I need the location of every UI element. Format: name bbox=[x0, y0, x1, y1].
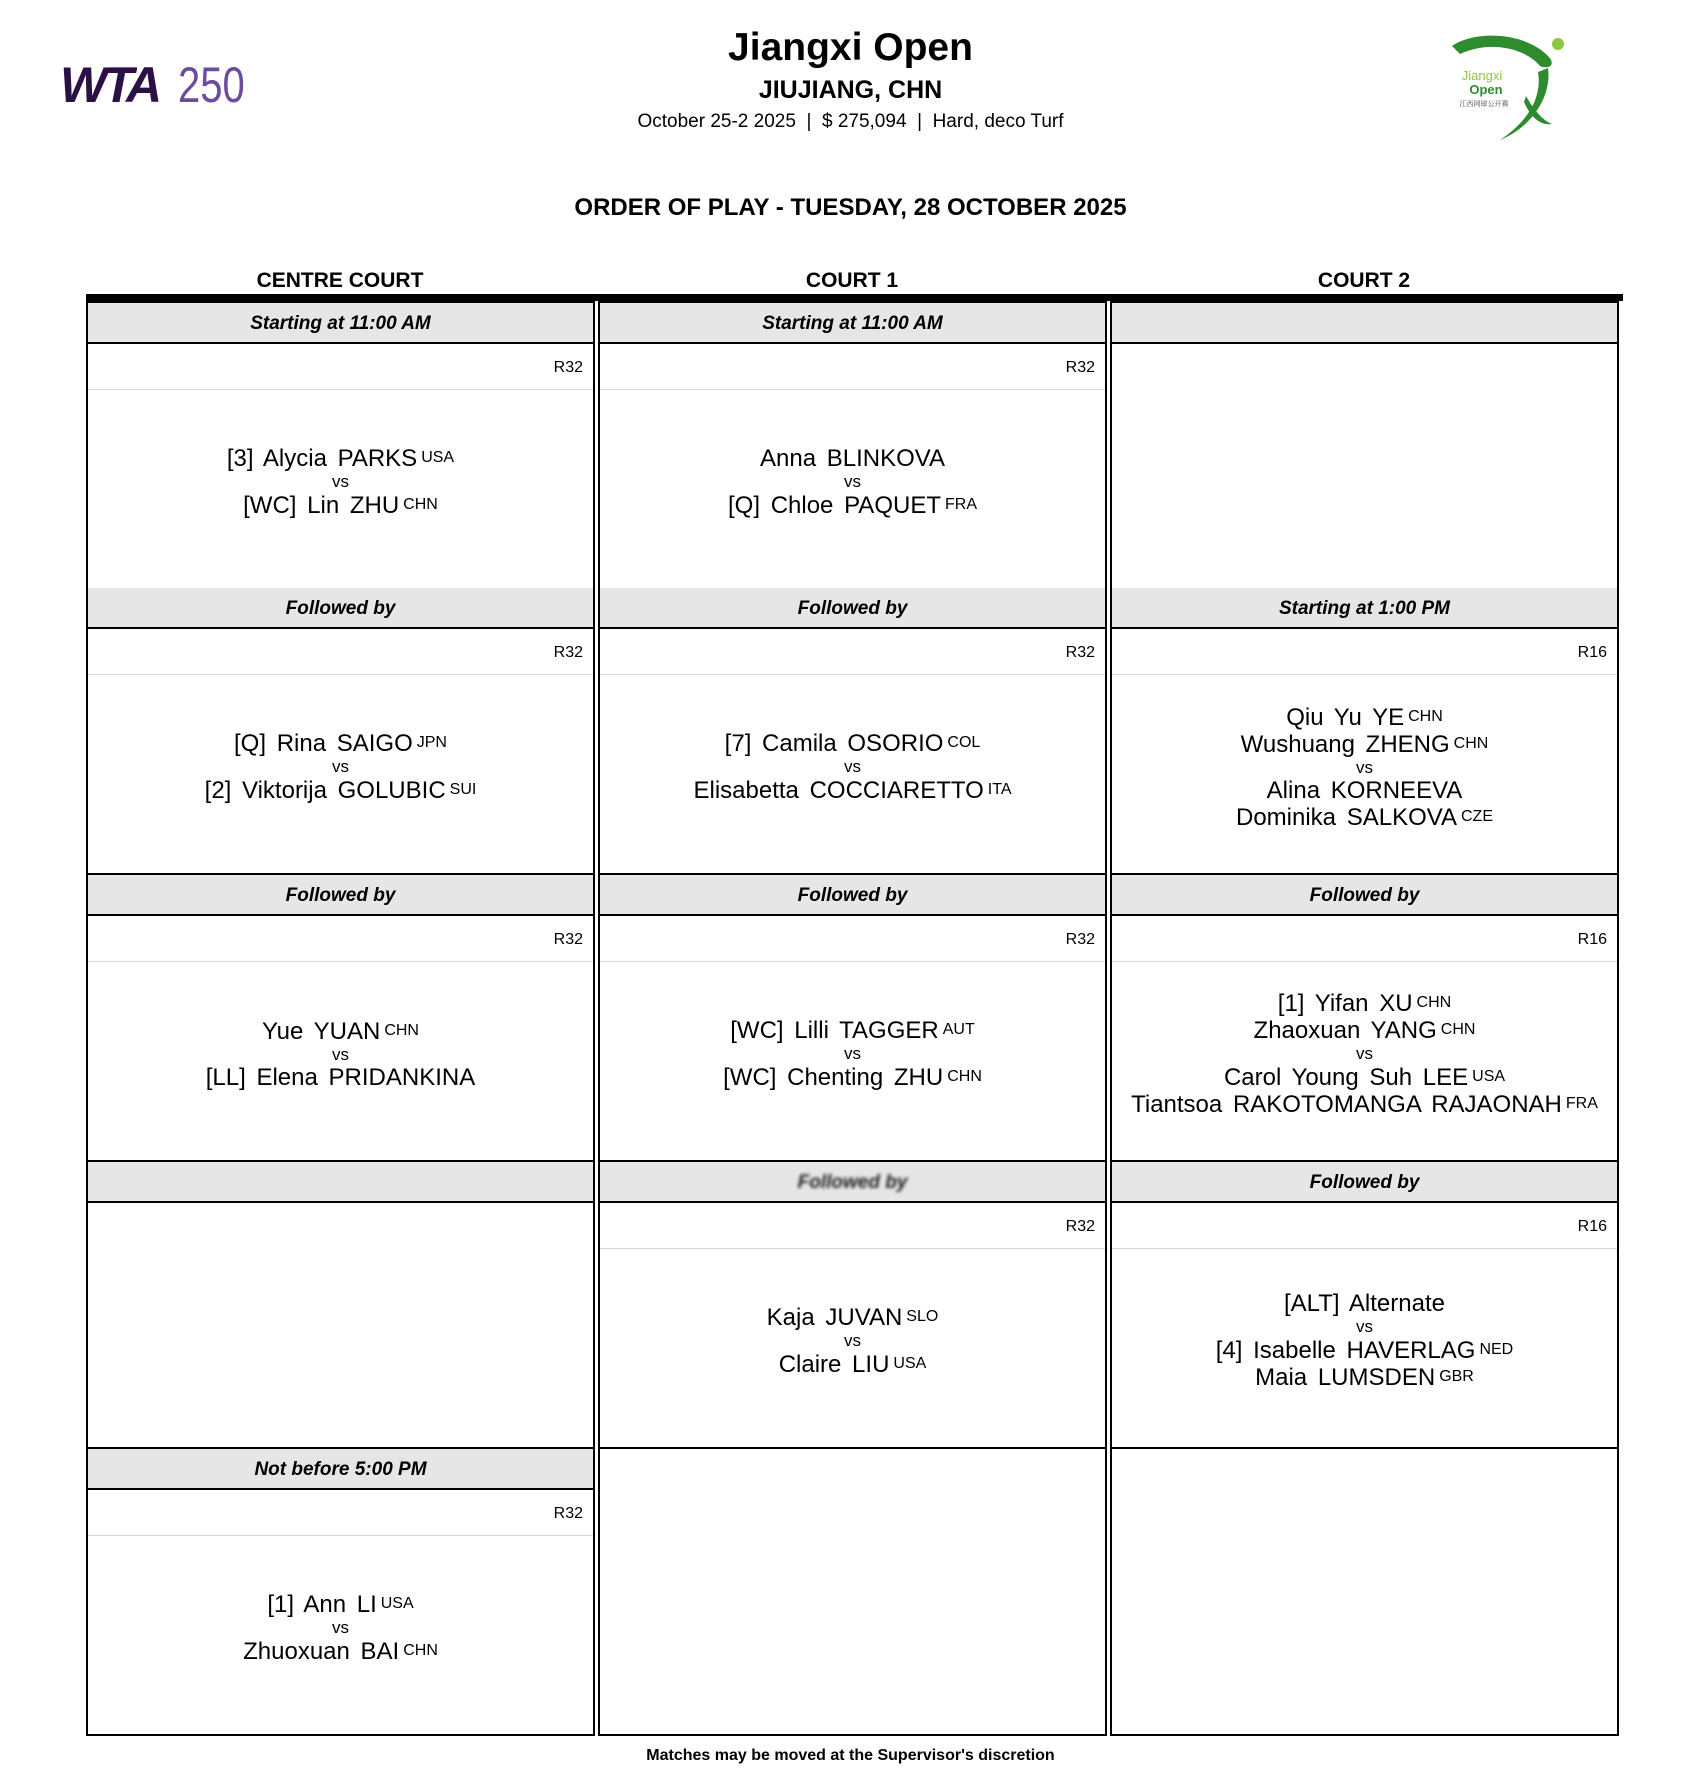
match-pairing bbox=[88, 675, 593, 873]
slot-time-text: Not before 5:00 PM bbox=[254, 1459, 427, 1480]
player-last-name: COCCIARETTO bbox=[809, 777, 984, 804]
slot-time-heading bbox=[88, 303, 593, 344]
versus-label: vs bbox=[1356, 1317, 1373, 1336]
player-nationality: CHN bbox=[403, 1642, 438, 1659]
player-last-name: XU bbox=[1379, 990, 1413, 1017]
tournament-title: Jiangxi Open bbox=[728, 26, 973, 69]
player-last-name: YUAN bbox=[313, 1017, 381, 1045]
player-nationality: CHN bbox=[1440, 1021, 1476, 1038]
court-column-centre bbox=[86, 301, 595, 1734]
player-entry bbox=[1131, 1091, 1598, 1118]
versus-label: vs bbox=[332, 1044, 349, 1064]
player-entry bbox=[693, 777, 1011, 804]
player-entry bbox=[206, 1065, 475, 1091]
player-last-name: JUVAN bbox=[825, 1304, 903, 1331]
player-first-name: Elena bbox=[256, 1063, 318, 1091]
player-nationality: SLO bbox=[906, 1308, 939, 1325]
player-nationality: USA bbox=[380, 1595, 414, 1612]
court-name-court-2: COURT 2 bbox=[1317, 269, 1411, 292]
versus-label: vs bbox=[844, 757, 861, 776]
player-nationality: CHN bbox=[1408, 707, 1443, 725]
slot-time-text: Starting at 11:00 AM bbox=[250, 313, 431, 334]
tournament-meta: October 25-2 2025 | $ 275,094 | Hard, deco Turf bbox=[637, 111, 1064, 132]
player-nationality: FRA bbox=[944, 495, 977, 513]
player-nationality: CHN bbox=[1453, 734, 1489, 752]
player-entry bbox=[1236, 804, 1493, 831]
match-pairing bbox=[600, 675, 1105, 873]
player-entry bbox=[1286, 704, 1443, 731]
slot-time-heading bbox=[1112, 303, 1617, 344]
player-entry bbox=[1284, 1291, 1445, 1317]
logo-word-jiangxi: Jiangxi bbox=[1461, 68, 1503, 83]
round-label: R32 bbox=[600, 344, 1105, 390]
slot-time-text: Followed by bbox=[285, 885, 396, 906]
player-first-name: Ann bbox=[303, 1591, 347, 1618]
match-slot bbox=[598, 588, 1107, 875]
match-slot bbox=[86, 301, 595, 590]
player-last-name: BLINKOVA bbox=[826, 444, 945, 472]
logo-word-open: Open bbox=[1469, 82, 1503, 97]
player-nationality: ITA bbox=[987, 781, 1012, 798]
player-entry bbox=[779, 1351, 927, 1378]
player-seed: [2] bbox=[204, 777, 232, 804]
slot-time-heading bbox=[600, 1162, 1105, 1203]
player-first-name: Carol Young Suh bbox=[1223, 1064, 1413, 1091]
player-entry bbox=[1254, 1017, 1476, 1044]
match-pairing bbox=[600, 962, 1105, 1160]
player-entry bbox=[1267, 778, 1463, 804]
slot-time-heading bbox=[88, 875, 593, 916]
player-entry bbox=[205, 777, 477, 804]
player-first-name: Zhaoxuan bbox=[1253, 1017, 1361, 1044]
match-slot bbox=[598, 875, 1107, 1162]
slot-time-heading bbox=[1112, 1162, 1617, 1203]
player-first-name: Anna bbox=[760, 444, 817, 472]
round-label: R32 bbox=[88, 629, 593, 675]
tournament-surface: Hard, deco Turf bbox=[932, 111, 1064, 132]
player-last-name: GOLUBIC bbox=[337, 777, 446, 804]
player-seed: [WC] bbox=[730, 1017, 784, 1044]
versus-label: vs bbox=[1356, 757, 1373, 777]
header-divider bbox=[86, 294, 1623, 301]
court-column-court-2 bbox=[1110, 301, 1619, 1734]
round-label: R32 bbox=[600, 916, 1105, 962]
match-slot bbox=[1110, 1162, 1619, 1449]
player-last-name: YE bbox=[1372, 703, 1405, 731]
match-pairing bbox=[600, 390, 1105, 588]
court-column-court-1 bbox=[598, 301, 1107, 1734]
player-nationality: CHN bbox=[384, 1021, 419, 1039]
match-pairing bbox=[88, 390, 593, 588]
player-first-name: Alycia bbox=[262, 445, 327, 472]
versus-label: vs bbox=[332, 472, 349, 491]
player-first-name: Qiu Yu bbox=[1286, 703, 1362, 731]
player-entry bbox=[767, 1304, 939, 1331]
player-last-name: TAGGER bbox=[839, 1017, 939, 1044]
match-slot bbox=[1110, 588, 1619, 875]
player-first-name: Yue bbox=[262, 1017, 304, 1045]
slot-time-text: Followed by bbox=[285, 598, 396, 619]
player-nationality: USA bbox=[1472, 1068, 1506, 1085]
slot-time-text: Followed by bbox=[797, 885, 908, 906]
match-slot bbox=[598, 1162, 1107, 1449]
player-entry bbox=[728, 492, 977, 519]
player-first-name: Dominika bbox=[1236, 803, 1337, 831]
player-seed: [4] bbox=[1215, 1337, 1243, 1364]
player-last-name: SALKOVA bbox=[1346, 803, 1457, 831]
player-first-name: Isabelle bbox=[1253, 1337, 1336, 1364]
player-seed: [WC] bbox=[243, 492, 297, 519]
player-last-name: PRIDANKINA bbox=[328, 1063, 476, 1091]
player-seed: [WC] bbox=[723, 1064, 777, 1091]
player-first-name: Chenting bbox=[787, 1064, 884, 1091]
player-first-name: Tiantsoa bbox=[1131, 1091, 1223, 1118]
player-entry bbox=[243, 492, 438, 519]
slot-time-heading bbox=[88, 1162, 593, 1203]
player-seed: [7] bbox=[724, 730, 752, 757]
player-first-name: Chloe bbox=[770, 491, 834, 519]
match-pairing bbox=[1112, 962, 1617, 1160]
match-slot bbox=[1110, 1449, 1619, 1736]
player-last-name: YANG bbox=[1370, 1017, 1437, 1044]
player-last-name: LIU bbox=[852, 1351, 890, 1378]
player-nationality: NED bbox=[1479, 1341, 1514, 1358]
player-last-name: ZHENG bbox=[1365, 730, 1450, 758]
wta-tier-text: 250 bbox=[178, 57, 245, 113]
player-last-name: BAI bbox=[360, 1638, 400, 1665]
player-nationality: COL bbox=[947, 734, 981, 751]
footer-note: Matches may be moved at the Supervisor's discretion bbox=[646, 1747, 1055, 1764]
round-label: R32 bbox=[88, 344, 593, 390]
slot-time-text: Followed by bbox=[797, 598, 908, 619]
player-first-name: Claire bbox=[778, 1351, 842, 1378]
player-seed: [LL] bbox=[205, 1063, 246, 1091]
player-last-name: SAIGO bbox=[336, 730, 413, 757]
slot-time-heading bbox=[88, 588, 593, 629]
court-name-centre: CENTRE COURT bbox=[256, 269, 424, 292]
round-label: R32 bbox=[600, 1203, 1105, 1249]
wta-logo-text: WTA bbox=[60, 57, 159, 113]
player-entry bbox=[1216, 1337, 1513, 1364]
player-seed: [ALT] bbox=[1284, 1290, 1340, 1317]
versus-label: vs bbox=[844, 1044, 861, 1063]
player-entry bbox=[234, 730, 447, 757]
slot-time-heading bbox=[88, 1449, 593, 1490]
player-last-name: KORNEEVA bbox=[1330, 776, 1463, 804]
match-slot bbox=[598, 301, 1107, 590]
player-nationality: AUT bbox=[942, 1021, 975, 1038]
slot-time-heading bbox=[1112, 588, 1617, 629]
slot-time-text: Followed by bbox=[1309, 885, 1420, 906]
slot-time-text: Followed by bbox=[1309, 1172, 1420, 1193]
player-last-name: OSORIO bbox=[847, 730, 944, 757]
player-entry bbox=[730, 1017, 974, 1044]
round-label: R32 bbox=[88, 1490, 593, 1536]
player-seed: [1] bbox=[1277, 990, 1305, 1017]
match-pairing bbox=[1112, 675, 1617, 873]
round-label: R16 bbox=[1112, 629, 1617, 675]
order-of-play-heading: ORDER OF PLAY - TUESDAY, 28 OCTOBER 2025 bbox=[574, 194, 1127, 221]
player-entry bbox=[267, 1591, 413, 1618]
versus-label: vs bbox=[332, 757, 349, 776]
match-slot bbox=[1110, 301, 1619, 590]
tournament-prize: $ 275,094 bbox=[821, 111, 907, 132]
player-first-name: Kaja bbox=[766, 1304, 815, 1331]
player-first-name: Maia bbox=[1255, 1364, 1308, 1391]
match-pairing bbox=[88, 962, 593, 1160]
versus-label: vs bbox=[332, 1618, 349, 1637]
logo-word-cn: 江西网球公开赛 bbox=[1459, 100, 1509, 108]
player-entry bbox=[1241, 731, 1489, 758]
match-pairing bbox=[600, 1249, 1105, 1447]
versus-label: vs bbox=[844, 1331, 861, 1350]
player-entry bbox=[227, 445, 454, 472]
player-nationality: GBR bbox=[1439, 1368, 1474, 1385]
slot-time-heading bbox=[600, 875, 1105, 916]
player-last-name: HAVERLAG bbox=[1346, 1337, 1476, 1364]
player-entry bbox=[1278, 990, 1451, 1017]
tournament-dates: October 25-2 2025 bbox=[637, 111, 796, 132]
player-seed: [1] bbox=[267, 1591, 295, 1618]
player-first-name: Viktorija bbox=[242, 777, 327, 804]
player-last-name: ZHU bbox=[349, 492, 400, 519]
player-first-name: Camila bbox=[762, 730, 837, 757]
slot-time-text: Starting at 1:00 PM bbox=[1278, 598, 1451, 619]
player-first-name: Wushuang bbox=[1240, 730, 1355, 758]
player-entry bbox=[262, 1018, 419, 1045]
player-first-name: Yifan bbox=[1314, 990, 1369, 1017]
slot-time-heading bbox=[1112, 875, 1617, 916]
versus-label: vs bbox=[1356, 1044, 1373, 1063]
player-nationality: FRA bbox=[1565, 1095, 1598, 1112]
match-slot bbox=[86, 1162, 595, 1449]
match-slot bbox=[86, 875, 595, 1162]
match-slot bbox=[86, 588, 595, 875]
player-first-name: Alternate bbox=[1348, 1290, 1445, 1317]
player-first-name: Elisabetta bbox=[693, 777, 799, 804]
player-last-name: LUMSDEN bbox=[1317, 1364, 1436, 1391]
match-slot bbox=[1110, 875, 1619, 1162]
match-slot bbox=[86, 1449, 595, 1736]
slot-time-heading bbox=[600, 588, 1105, 629]
player-last-name: ZHU bbox=[893, 1064, 944, 1091]
player-seed: [Q] bbox=[234, 730, 267, 757]
match-pairing bbox=[88, 1536, 593, 1734]
player-entry bbox=[243, 1638, 438, 1665]
player-nationality: CHN bbox=[1416, 994, 1452, 1011]
round-label: R32 bbox=[88, 916, 593, 962]
court-name-court-1: COURT 1 bbox=[805, 269, 899, 292]
match-pairing bbox=[1112, 1249, 1617, 1447]
tournament-city: JIUJIANG, CHN bbox=[758, 76, 943, 104]
player-entry bbox=[723, 1064, 982, 1091]
player-entry bbox=[725, 730, 981, 757]
versus-label: vs bbox=[844, 471, 861, 491]
player-first-name: Lin bbox=[307, 492, 340, 519]
player-nationality: SUI bbox=[449, 781, 477, 798]
player-last-name: RAKOTOMANGA RAJAONAH bbox=[1232, 1091, 1562, 1118]
round-label: R16 bbox=[1112, 916, 1617, 962]
slot-time-heading bbox=[600, 303, 1105, 344]
player-first-name: Zhuoxuan bbox=[243, 1638, 350, 1665]
player-first-name: Alina bbox=[1266, 776, 1321, 804]
round-label: R16 bbox=[1112, 1203, 1617, 1249]
player-entry bbox=[1224, 1064, 1505, 1091]
player-seed: [Q] bbox=[728, 491, 761, 519]
player-seed: [3] bbox=[226, 445, 254, 472]
player-entry bbox=[760, 446, 945, 472]
slot-time-text: Followed by bbox=[797, 1172, 908, 1193]
player-nationality: CHN bbox=[947, 1068, 982, 1085]
player-nationality: USA bbox=[421, 449, 455, 466]
match-slot bbox=[598, 1449, 1107, 1736]
player-nationality: CZE bbox=[1460, 807, 1493, 825]
player-nationality: CHN bbox=[403, 496, 438, 513]
player-last-name: PARKS bbox=[337, 445, 418, 472]
slot-time-text: Starting at 11:00 AM bbox=[762, 313, 943, 334]
player-first-name: Lilli bbox=[794, 1017, 829, 1044]
round-label: R32 bbox=[600, 629, 1105, 675]
player-entry bbox=[1255, 1364, 1474, 1391]
player-first-name: Rina bbox=[276, 730, 327, 757]
player-nationality: JPN bbox=[416, 734, 447, 751]
player-last-name: PAQUET bbox=[844, 491, 941, 519]
player-nationality: USA bbox=[893, 1355, 927, 1372]
player-last-name: LI bbox=[356, 1591, 377, 1618]
player-last-name: LEE bbox=[1422, 1064, 1469, 1091]
